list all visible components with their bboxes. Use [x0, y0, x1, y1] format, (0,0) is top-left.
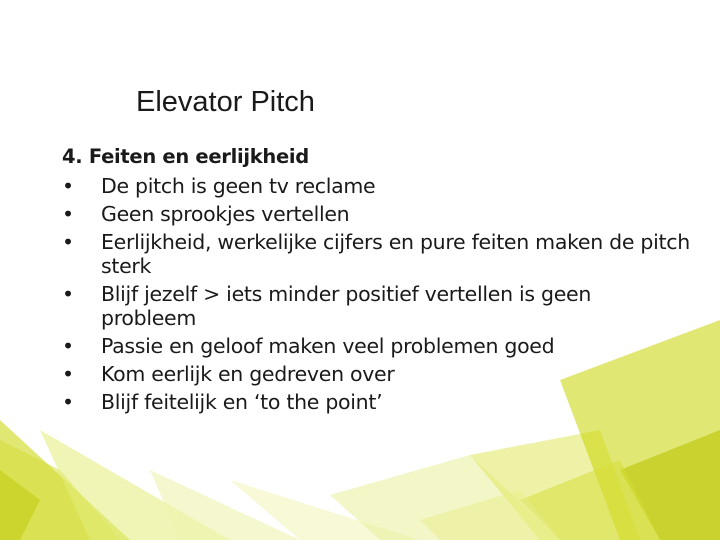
bullet-dot-icon: •: [62, 174, 74, 198]
bullet-text: Kom eerlijk en gedreven over: [101, 362, 395, 386]
section-heading: 4. Feiten en eerlijkheid: [62, 145, 309, 168]
bullet-item: [62, 362, 692, 386]
bullet-dot-icon: •: [62, 362, 74, 386]
bullet-list: [62, 174, 692, 414]
bullet-item: [62, 282, 692, 330]
bullet-text: De pitch is geen tv reclame: [101, 174, 376, 198]
slide-body: [62, 143, 692, 418]
bullet-text: Passie en geloof maken veel problemen goed: [101, 334, 555, 358]
bullet-item: [62, 202, 692, 226]
bullet-item: [62, 230, 692, 278]
bullet-item: [62, 174, 692, 198]
bullet-item: [62, 390, 692, 414]
bullet-dot-icon: •: [62, 390, 74, 414]
bullet-text: Eerlijkheid, werkelijke cijfers en pure feiten maken de pitch sterk: [101, 230, 690, 278]
slide-title: Elevator Pitch: [136, 86, 315, 118]
bullet-dot-icon: •: [62, 202, 74, 226]
bullet-item: [62, 334, 692, 358]
bullet-text: Geen sprookjes vertellen: [101, 202, 350, 226]
bullet-dot-icon: •: [62, 334, 74, 358]
bullet-text: Blijf feitelijk en ‘to the point’: [101, 390, 383, 414]
bullet-text: Blijf jezelf > iets minder positief vertellen is geen probleem: [101, 282, 592, 330]
bullet-dot-icon: •: [62, 230, 74, 254]
bullet-dot-icon: •: [62, 282, 74, 306]
